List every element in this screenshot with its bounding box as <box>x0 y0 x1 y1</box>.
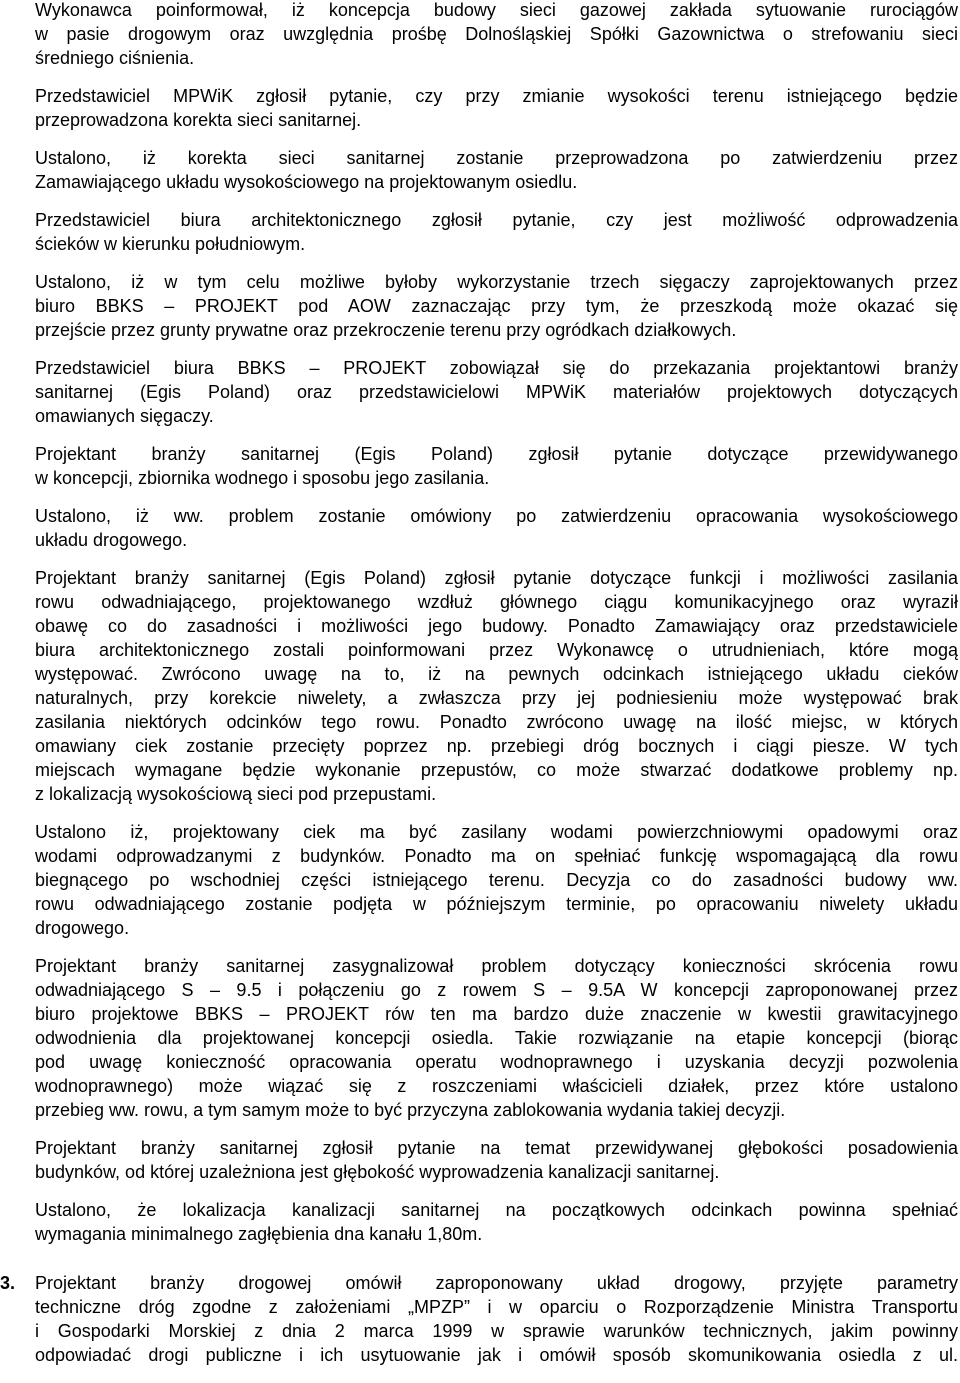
text-line: Ustalono iż, projektowany ciek ma być zasilany wodami powierzchniowymi opadowymi oraz <box>35 822 958 842</box>
paragraph <box>35 504 958 552</box>
text-line: występować. Zwrócono uwagę na to, iż na pewnych odcinkach istniejącego układu cieków <box>35 664 958 684</box>
text-line: miejscach wymagane będzie wykonanie przepustów, co może stwarzać dodatkowe problemy np. <box>35 760 958 780</box>
text-line: odwadniającego S – 9.5 i połączeniu go z rowem S – 9.5A W koncepcji zaproponowanej przez <box>35 980 958 1000</box>
text-line: w pasie drogowym oraz uwzględnia prośbę Dolnośląskiej Spółki Gazownictwa o strefowaniu sieci <box>35 24 958 44</box>
text-line: Projektant branży sanitarnej zasygnalizował problem dotyczący konieczności skrócenia rowu <box>35 956 958 976</box>
numbered-item-3 <box>0 1271 958 1367</box>
text-line: biuro BBKS – PROJEKT pod AOW zaznaczając przy tym, że przeszkodą może okazać się <box>35 296 958 316</box>
paragraph <box>35 84 958 132</box>
text-line: wodnoprawnego) może wiązać się z roszczeniami właścicieli działek, przez które ustalono <box>35 1076 958 1096</box>
paragraph <box>35 146 958 194</box>
text-line: rowu odwadniającego zostanie podjęta w późniejszym terminie, po opracowaniu niwelety układu <box>35 894 958 914</box>
text-line: Wykonawca poinformował, iż koncepcja budowy sieci gazowej zakłada sytuowanie rurociągów <box>35 0 958 20</box>
text-line: zasilania niektórych odcinków tego rowu. Ponadto zwrócono uwagę na ilość miejsc, w których <box>35 712 958 732</box>
text-line: Ustalono, że lokalizacja kanalizacji sanitarnej na początkowych odcinkach powinna spełniać <box>35 1200 958 1220</box>
text-line: przejście przez grunty prywatne oraz przekroczenie terenu przy ogródkach działkowych. <box>35 320 737 340</box>
text-line: sanitarnej (Egis Poland) oraz przedstawicielowi MPWiK materiałów projektowych dotyczących <box>35 382 958 402</box>
text-line: Zamawiającego układu wysokościowego na projektowanym osiedlu. <box>35 172 578 192</box>
text-line: Ustalono, iż ww. problem zostanie omówiony po zatwierdzeniu opracowania wysokościowego <box>35 506 958 526</box>
text-line: drogowego. <box>35 918 130 938</box>
text-line: i Gospodarki Morskiej z dnia 2 marca 1999 w sprawie warunków technicznych, jakim powinny <box>35 1321 958 1341</box>
text-line: Projektant branży sanitarnej zgłosił pytanie na temat przewidywanej głębokości posadowienia <box>35 1138 958 1158</box>
text-line: Ustalono, iż w tym celu możliwe byłoby wykorzystanie trzech sięgaczy zaprojektowanych przez <box>35 272 958 292</box>
text-line: pod uwagę konieczność opracowania operatu wodnoprawnego i uzyskania decyzji pozwolenia <box>35 1052 958 1072</box>
text-line: ścieków w kierunku południowym. <box>35 234 306 254</box>
text-line: wymagania minimalnego zagłębienia dna kanału 1,80m. <box>35 1224 483 1244</box>
text-line: biegnącego po wschodniej części istniejącego terenu. Decyzja co do zasadności budowy ww. <box>35 870 958 890</box>
list-number: 3. <box>0 1273 16 1293</box>
text-line: omawiany ciek zostanie przecięty poprzez np. przebiegi dróg bocznych i ciągi piesze. W tych <box>35 736 958 756</box>
paragraph <box>35 820 958 940</box>
text-line: z lokalizacją wysokościową sieci pod przepustami. <box>35 784 437 804</box>
text-line: naturalnych, przy korekcie niwelety, a zwłaszcza przy jej podniesieniu może występować brak <box>35 688 958 708</box>
text-line: obawę co do zasadności i możliwości jego budowy. Ponadto Zamawiający oraz przedstawiciele <box>35 616 958 636</box>
text-line: Przedstawiciel MPWiK zgłosił pytanie, czy przy zmianie wysokości terenu istniejącego będzie <box>35 86 958 106</box>
text-line: Projektant branży drogowej omówił zaproponowany układ drogowy, przyjęte parametry <box>35 1273 958 1293</box>
paragraph <box>35 954 958 1122</box>
text-line: Ustalono, iż korekta sieci sanitarnej zostanie przeprowadzona po zatwierdzeniu przez <box>35 148 958 168</box>
paragraph <box>35 566 958 806</box>
paragraph <box>35 356 958 428</box>
text-line: w koncepcji, zbiornika wodnego i sposobu jego zasilania. <box>35 468 490 488</box>
paragraph <box>35 270 958 342</box>
text-line: Przedstawiciel biura BBKS – PROJEKT zobowiązał się do przekazania projektantowi branży <box>35 358 958 378</box>
text-line: wodami odprowadzanymi z budynków. Ponadto ma on spełniać funkcję wspomagającą dla rowu <box>35 846 958 866</box>
text-line: układu drogowego. <box>35 530 188 550</box>
text-line: rowu odwadniającego, projektowanego wzdłuż głównego ciągu komunikacyjnego oraz wyraził <box>35 592 958 612</box>
text-line: Projektant branży sanitarnej (Egis Poland) zgłosił pytanie dotyczące funkcji i możliwości zasilania <box>35 568 958 588</box>
text-line: odwodnienia dla projektowanej koncepcji osiedla. Takie rozwiązanie na etapie koncepcji (biorąc <box>35 1028 958 1048</box>
text-line: biura architektonicznego zostali poinformowani przez Wykonawcę o utrudnieniach, które mogą <box>35 640 958 660</box>
text-line: budynków, od której uzależniona jest głębokość wyprowadzenia kanalizacji sanitarnej. <box>35 1162 720 1182</box>
text-line: techniczne dróg zgodne z założeniami „MPZP” i w oparciu o Rozporządzenie Ministra Transportu <box>35 1297 958 1317</box>
paragraph <box>35 1198 958 1246</box>
text-line: Projektant branży sanitarnej (Egis Poland) zgłosił pytanie dotyczące przewidywanego <box>35 444 958 464</box>
text-line: odpowiadać drogi publiczne i ich usytuowanie jak i omówił sposób skomunikowania osiedla z ul. <box>35 1345 958 1365</box>
text-line: przebieg ww. rowu, a tym samym może to być przyczyna zablokowania wydania takiej decyzji. <box>35 1100 786 1120</box>
text-line: przeprowadzona korekta sieci sanitarnej. <box>35 110 362 130</box>
text-line: biuro projektowe BBKS – PROJEKT rów ten ma bardzo duże znaczenie w kwestii grawitacyjnego <box>35 1004 958 1024</box>
paragraph <box>35 442 958 490</box>
paragraph <box>35 1136 958 1184</box>
paragraph <box>35 0 958 70</box>
text-line: średniego ciśnienia. <box>35 48 195 68</box>
paragraph <box>35 208 958 256</box>
text-line: Przedstawiciel biura architektonicznego zgłosił pytanie, czy jest możliwość odprowadzenia <box>35 210 958 230</box>
text-line: omawianych sięgaczy. <box>35 406 214 426</box>
